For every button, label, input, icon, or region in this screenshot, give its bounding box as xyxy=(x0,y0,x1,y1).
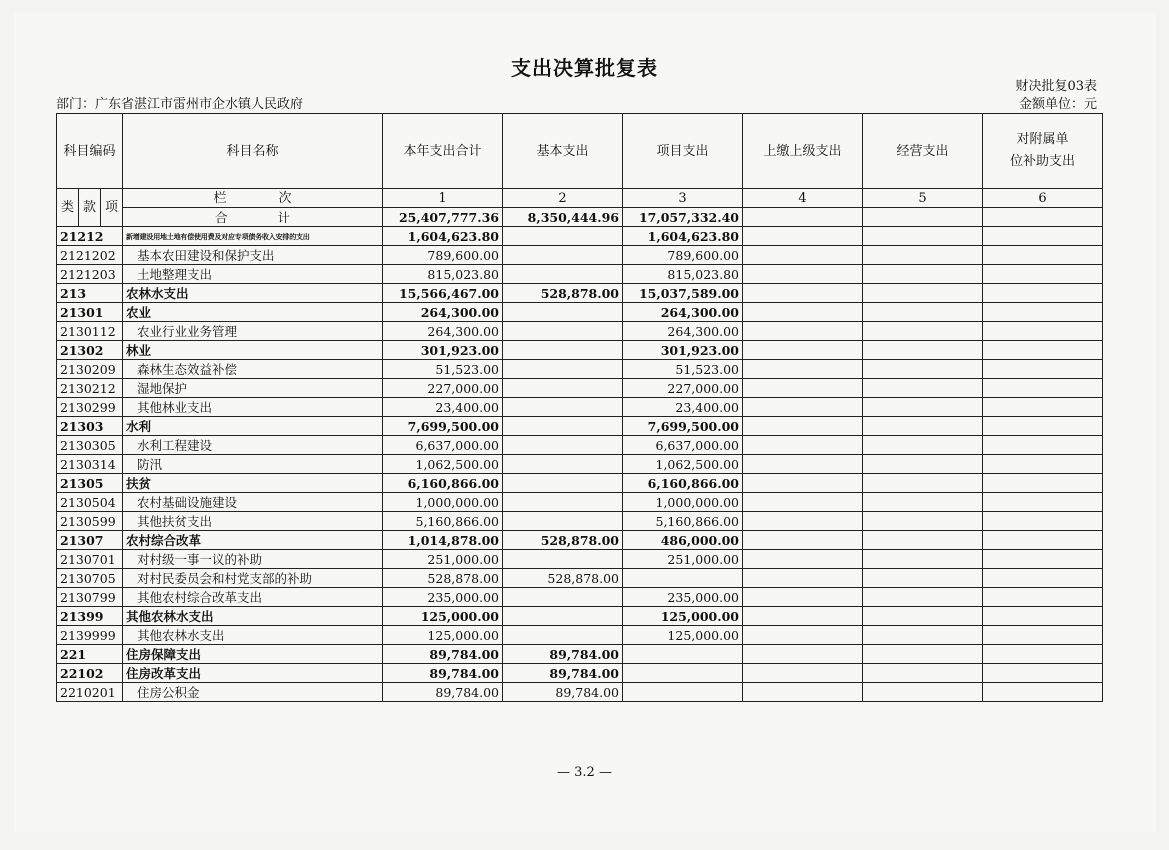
header-total: 本年支出合计 xyxy=(383,114,503,189)
row-project xyxy=(623,664,743,683)
table-row xyxy=(57,379,1103,398)
row-upper xyxy=(743,607,863,626)
row-upper xyxy=(743,645,863,664)
row-subsidy xyxy=(983,398,1103,417)
row-project: 7,699,500.00 xyxy=(623,417,743,436)
row-total: 51,523.00 xyxy=(383,360,503,379)
row-basic xyxy=(503,265,623,284)
row-subsidy xyxy=(983,341,1103,360)
row-basic xyxy=(503,588,623,607)
row-upper xyxy=(743,664,863,683)
row-business xyxy=(863,683,983,702)
row-upper xyxy=(743,246,863,265)
row-business xyxy=(863,664,983,683)
row-code: 21301 xyxy=(57,303,123,322)
basic-sum: 8,350,444.96 xyxy=(503,208,623,227)
row-name: 对村民委员会和村党支部的补助 xyxy=(123,569,383,588)
row-subsidy xyxy=(983,512,1103,531)
row-basic xyxy=(503,303,623,322)
row-basic xyxy=(503,455,623,474)
row-name: 农林水支出 xyxy=(123,284,383,303)
header-upper: 上缴上级支出 xyxy=(743,114,863,189)
row-basic xyxy=(503,550,623,569)
table-row xyxy=(57,227,1103,246)
table-row xyxy=(57,455,1103,474)
row-total: 6,160,866.00 xyxy=(383,474,503,493)
row-business xyxy=(863,227,983,246)
row-upper xyxy=(743,303,863,322)
col-num-6: 6 xyxy=(983,189,1103,208)
row-basic xyxy=(503,417,623,436)
row-code: 2130305 xyxy=(57,436,123,455)
table-row xyxy=(57,417,1103,436)
row-upper xyxy=(743,398,863,417)
row-total: 251,000.00 xyxy=(383,550,503,569)
row-business xyxy=(863,626,983,645)
row-total: 89,784.00 xyxy=(383,645,503,664)
row-basic: 528,878.00 xyxy=(503,569,623,588)
row-project: 51,523.00 xyxy=(623,360,743,379)
row-project: 227,000.00 xyxy=(623,379,743,398)
row-subsidy xyxy=(983,360,1103,379)
row-upper xyxy=(743,569,863,588)
row-basic xyxy=(503,474,623,493)
row-basic: 89,784.00 xyxy=(503,645,623,664)
row-basic xyxy=(503,398,623,417)
row-basic: 89,784.00 xyxy=(503,683,623,702)
row-code: 21307 xyxy=(57,531,123,550)
row-total: 7,699,500.00 xyxy=(383,417,503,436)
table-row xyxy=(57,645,1103,664)
row-business xyxy=(863,379,983,398)
row-project: 235,000.00 xyxy=(623,588,743,607)
row-name: 土地整理支出 xyxy=(123,265,383,284)
row-upper xyxy=(743,322,863,341)
row-upper xyxy=(743,417,863,436)
row-total: 235,000.00 xyxy=(383,588,503,607)
row-total: 125,000.00 xyxy=(383,626,503,645)
row-business xyxy=(863,531,983,550)
row-subsidy xyxy=(983,550,1103,569)
row-basic: 89,784.00 xyxy=(503,664,623,683)
row-name: 水利 xyxy=(123,417,383,436)
row-project: 5,160,866.00 xyxy=(623,512,743,531)
page-number: — 3.2 — xyxy=(557,765,612,780)
row-upper xyxy=(743,455,863,474)
row-total: 264,300.00 xyxy=(383,303,503,322)
col-num-2: 2 xyxy=(503,189,623,208)
row-upper xyxy=(743,512,863,531)
document-title: 支出决算批复表 xyxy=(511,56,658,80)
row-project: 486,000.00 xyxy=(623,531,743,550)
header-row xyxy=(57,114,1103,189)
row-upper xyxy=(743,379,863,398)
row-upper xyxy=(743,626,863,645)
row-project: 251,000.00 xyxy=(623,550,743,569)
upper-sum xyxy=(743,208,863,227)
row-subsidy xyxy=(983,683,1103,702)
table-row xyxy=(57,303,1103,322)
row-name: 基本农田建设和保护支出 xyxy=(123,246,383,265)
row-total: 23,400.00 xyxy=(383,398,503,417)
row-name: 森林生态效益补偿 xyxy=(123,360,383,379)
subsidy-sum xyxy=(983,208,1103,227)
row-basic xyxy=(503,512,623,531)
row-project: 264,300.00 xyxy=(623,322,743,341)
row-name: 住房改革支出 xyxy=(123,664,383,683)
row-business xyxy=(863,493,983,512)
row-total: 1,000,000.00 xyxy=(383,493,503,512)
table-row xyxy=(57,474,1103,493)
row-code: 2130504 xyxy=(57,493,123,512)
row-total: 5,160,866.00 xyxy=(383,512,503,531)
row-code: 21305 xyxy=(57,474,123,493)
row-business xyxy=(863,341,983,360)
row-business xyxy=(863,246,983,265)
sum-label: 合 计 xyxy=(123,208,383,227)
row-basic xyxy=(503,341,623,360)
row-basic xyxy=(503,227,623,246)
row-subsidy xyxy=(983,379,1103,398)
row-total: 264,300.00 xyxy=(383,322,503,341)
row-subsidy xyxy=(983,531,1103,550)
row-name: 防汛 xyxy=(123,455,383,474)
row-name: 其他扶贫支出 xyxy=(123,512,383,531)
row-code: 21302 xyxy=(57,341,123,360)
row-total: 89,784.00 xyxy=(383,664,503,683)
header-xiang: 项 xyxy=(101,189,123,227)
table-row xyxy=(57,436,1103,455)
row-basic xyxy=(503,360,623,379)
header-business: 经营支出 xyxy=(863,114,983,189)
row-total: 125,000.00 xyxy=(383,607,503,626)
total-sum: 25,407,777.36 xyxy=(383,208,503,227)
row-total: 6,637,000.00 xyxy=(383,436,503,455)
row-name: 新增建设用地土地有偿使用费及对应专项债务收入安排的支出 xyxy=(123,227,383,246)
row-basic xyxy=(503,436,623,455)
row-subsidy xyxy=(983,569,1103,588)
table-row xyxy=(57,265,1103,284)
row-name: 住房保障支出 xyxy=(123,645,383,664)
col-num-3: 3 xyxy=(623,189,743,208)
table-row xyxy=(57,398,1103,417)
row-subsidy xyxy=(983,626,1103,645)
row-business xyxy=(863,303,983,322)
row-total: 15,566,467.00 xyxy=(383,284,503,303)
row-business xyxy=(863,284,983,303)
row-name: 其他农村综合改革支出 xyxy=(123,588,383,607)
row-subsidy xyxy=(983,322,1103,341)
row-business xyxy=(863,588,983,607)
row-code: 2130209 xyxy=(57,360,123,379)
row-total: 815,023.80 xyxy=(383,265,503,284)
row-basic: 528,878.00 xyxy=(503,531,623,550)
row-upper xyxy=(743,531,863,550)
row-upper xyxy=(743,265,863,284)
table-row xyxy=(57,531,1103,550)
row-project: 264,300.00 xyxy=(623,303,743,322)
header-project: 项目支出 xyxy=(623,114,743,189)
project-sum: 17,057,332.40 xyxy=(623,208,743,227)
row-total: 301,923.00 xyxy=(383,341,503,360)
col-num-1: 1 xyxy=(383,189,503,208)
row-subsidy xyxy=(983,474,1103,493)
header-name: 科目名称 xyxy=(123,114,383,189)
header-code: 科目编码 xyxy=(57,114,123,189)
header-subsidy-line2: 位补助支出 xyxy=(1009,154,1075,169)
row-subsidy xyxy=(983,493,1103,512)
table-row xyxy=(57,322,1103,341)
row-total: 1,014,878.00 xyxy=(383,531,503,550)
business-sum xyxy=(863,208,983,227)
row-basic: 528,878.00 xyxy=(503,284,623,303)
row-upper xyxy=(743,227,863,246)
row-name: 林业 xyxy=(123,341,383,360)
row-subsidy xyxy=(983,436,1103,455)
row-name: 其他农林水支出 xyxy=(123,626,383,645)
table-row xyxy=(57,569,1103,588)
row-subsidy xyxy=(983,664,1103,683)
row-name: 对村级一事一议的补助 xyxy=(123,550,383,569)
row-code: 21399 xyxy=(57,607,123,626)
row-code: 2130705 xyxy=(57,569,123,588)
table-row xyxy=(57,341,1103,360)
row-name: 水利工程建设 xyxy=(123,436,383,455)
row-project: 125,000.00 xyxy=(623,607,743,626)
row-code: 221 xyxy=(57,645,123,664)
row-basic xyxy=(503,626,623,645)
row-project xyxy=(623,683,743,702)
department-label: 部门：广东省湛江市雷州市企水镇人民政府 xyxy=(56,97,304,112)
row-business xyxy=(863,550,983,569)
row-upper xyxy=(743,474,863,493)
row-business xyxy=(863,417,983,436)
row-code: 22102 xyxy=(57,664,123,683)
row-code: 2130112 xyxy=(57,322,123,341)
table-row xyxy=(57,588,1103,607)
row-code: 2130299 xyxy=(57,398,123,417)
header-subsidy-line1: 对附属单 xyxy=(1016,132,1069,147)
row-subsidy xyxy=(983,417,1103,436)
row-name: 农村综合改革 xyxy=(123,531,383,550)
row-total: 789,600.00 xyxy=(383,246,503,265)
row-code: 21303 xyxy=(57,417,123,436)
row-upper xyxy=(743,360,863,379)
row-subsidy xyxy=(983,303,1103,322)
column-number-row xyxy=(57,189,1103,208)
row-subsidy xyxy=(983,607,1103,626)
row-code: 2210201 xyxy=(57,683,123,702)
table-row xyxy=(57,664,1103,683)
header-lei: 类 xyxy=(57,189,79,227)
row-business xyxy=(863,569,983,588)
row-basic xyxy=(503,493,623,512)
row-project: 1,604,623.80 xyxy=(623,227,743,246)
table-row xyxy=(57,246,1103,265)
row-upper xyxy=(743,683,863,702)
row-name: 农村基础设施建设 xyxy=(123,493,383,512)
row-name: 住房公积金 xyxy=(123,683,383,702)
row-code: 2130314 xyxy=(57,455,123,474)
row-name: 扶贫 xyxy=(123,474,383,493)
row-project xyxy=(623,645,743,664)
row-upper xyxy=(743,550,863,569)
table-row xyxy=(57,360,1103,379)
amount-unit: 金额单位：元 xyxy=(1018,97,1097,112)
row-name: 农业 xyxy=(123,303,383,322)
row-upper xyxy=(743,588,863,607)
header-kuan: 款 xyxy=(79,189,101,227)
row-project: 6,160,866.00 xyxy=(623,474,743,493)
row-code: 213 xyxy=(57,284,123,303)
row-code: 21212 xyxy=(57,227,123,246)
row-name: 农业行业业务管理 xyxy=(123,322,383,341)
row-code: 2139999 xyxy=(57,626,123,645)
row-total: 227,000.00 xyxy=(383,379,503,398)
row-total: 1,062,500.00 xyxy=(383,455,503,474)
row-code: 2130599 xyxy=(57,512,123,531)
row-code: 2121203 xyxy=(57,265,123,284)
row-name: 其他农林水支出 xyxy=(123,607,383,626)
row-name: 湿地保护 xyxy=(123,379,383,398)
row-project: 1,062,500.00 xyxy=(623,455,743,474)
row-basic xyxy=(503,246,623,265)
row-business xyxy=(863,455,983,474)
row-code: 2121202 xyxy=(57,246,123,265)
row-project: 815,023.80 xyxy=(623,265,743,284)
table-row xyxy=(57,493,1103,512)
header-subsidy xyxy=(983,114,1103,189)
row-subsidy xyxy=(983,588,1103,607)
row-total: 528,878.00 xyxy=(383,569,503,588)
row-business xyxy=(863,398,983,417)
row-subsidy xyxy=(983,265,1103,284)
column-label: 栏 次 xyxy=(123,189,383,208)
table-row xyxy=(57,512,1103,531)
row-project: 6,637,000.00 xyxy=(623,436,743,455)
row-total: 89,784.00 xyxy=(383,683,503,702)
row-upper xyxy=(743,341,863,360)
expenditure-table xyxy=(56,113,1103,702)
row-business xyxy=(863,436,983,455)
row-project: 15,037,589.00 xyxy=(623,284,743,303)
row-project: 301,923.00 xyxy=(623,341,743,360)
row-business xyxy=(863,645,983,664)
row-project: 1,000,000.00 xyxy=(623,493,743,512)
header-basic: 基本支出 xyxy=(503,114,623,189)
row-project: 125,000.00 xyxy=(623,626,743,645)
row-upper xyxy=(743,284,863,303)
row-code: 2130701 xyxy=(57,550,123,569)
col-num-4: 4 xyxy=(743,189,863,208)
form-number: 财决批复03表 xyxy=(1015,79,1097,94)
row-upper xyxy=(743,436,863,455)
row-basic xyxy=(503,322,623,341)
row-subsidy xyxy=(983,645,1103,664)
row-business xyxy=(863,512,983,531)
row-basic xyxy=(503,379,623,398)
row-business xyxy=(863,265,983,284)
table-row xyxy=(57,626,1103,645)
row-upper xyxy=(743,493,863,512)
row-subsidy xyxy=(983,227,1103,246)
row-business xyxy=(863,360,983,379)
row-subsidy xyxy=(983,284,1103,303)
table-row xyxy=(57,607,1103,626)
col-num-5: 5 xyxy=(863,189,983,208)
total-row xyxy=(57,208,1103,227)
row-total: 1,604,623.80 xyxy=(383,227,503,246)
row-business xyxy=(863,607,983,626)
row-code: 2130799 xyxy=(57,588,123,607)
row-name: 其他林业支出 xyxy=(123,398,383,417)
table-row xyxy=(57,284,1103,303)
table-row xyxy=(57,683,1103,702)
table-row xyxy=(57,550,1103,569)
row-code: 2130212 xyxy=(57,379,123,398)
row-project: 789,600.00 xyxy=(623,246,743,265)
row-business xyxy=(863,474,983,493)
row-project: 23,400.00 xyxy=(623,398,743,417)
row-subsidy xyxy=(983,455,1103,474)
row-business xyxy=(863,322,983,341)
row-basic xyxy=(503,607,623,626)
row-subsidy xyxy=(983,246,1103,265)
row-project xyxy=(623,569,743,588)
